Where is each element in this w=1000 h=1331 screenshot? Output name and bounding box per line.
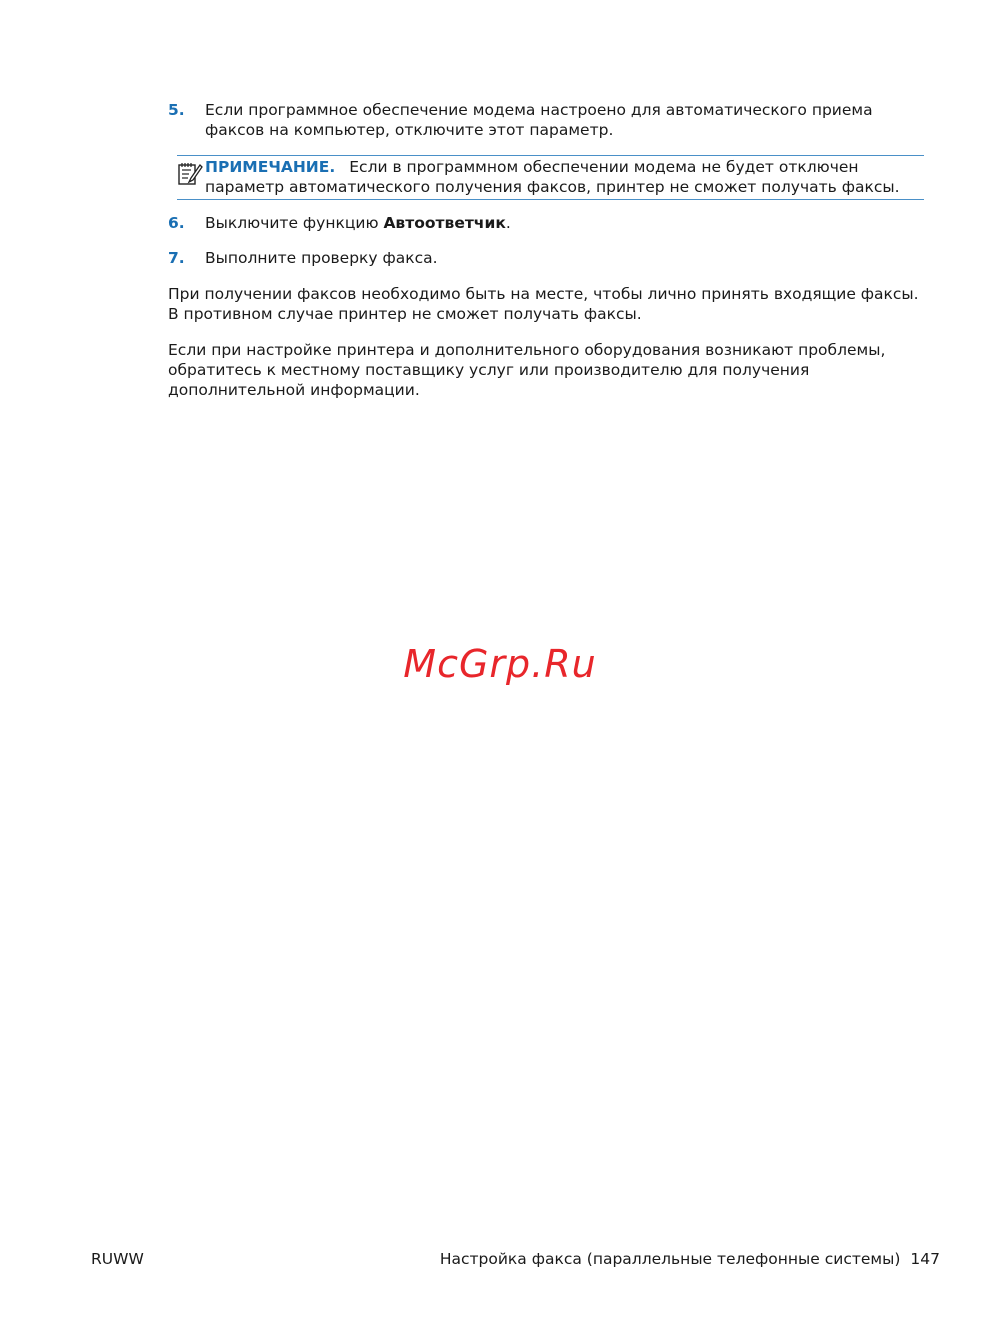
footer-locale: RUWW	[91, 1250, 144, 1268]
step-number: 7.	[168, 249, 185, 267]
paragraph: Если при настройке принтера и дополнительного оборудования возникают проблемы, обратитесь к местному поставщику услуг или производителю для получения дополнительной информации.	[168, 341, 886, 399]
watermark: McGrp.Ru	[403, 642, 597, 686]
step-text-after: .	[505, 214, 511, 232]
footer-section-title: Настройка факса (параллельные телефонные системы)	[439, 1250, 901, 1268]
step-number: 5.	[168, 101, 185, 119]
step-number: 6.	[168, 214, 185, 232]
page-number: 147	[910, 1250, 940, 1268]
note-box	[177, 155, 924, 200]
note-icon	[177, 160, 203, 186]
step-text-bold: Автоответчик	[383, 214, 506, 232]
step-text: Если программное обеспечение модема настроено для автоматического приема факсов на компьютер, отключите этот параметр.	[205, 101, 873, 139]
step-text-before: Выключите функцию	[205, 214, 384, 232]
note-body	[205, 157, 921, 197]
paragraph: При получении факсов необходимо быть на месте, чтобы лично принять входящие факсы. В противном случае принтер не сможет получать факсы.	[168, 285, 919, 323]
step-text	[205, 213, 925, 233]
step-text: Выполните проверку факса.	[205, 249, 438, 267]
note-text: Если в программном обеспечении модема не будет отключен параметр автоматического получения факсов, принтер не сможет получать факсы.	[205, 158, 900, 196]
note-label: ПРИМЕЧАНИЕ.	[205, 158, 336, 176]
footer-section	[440, 1249, 940, 1269]
